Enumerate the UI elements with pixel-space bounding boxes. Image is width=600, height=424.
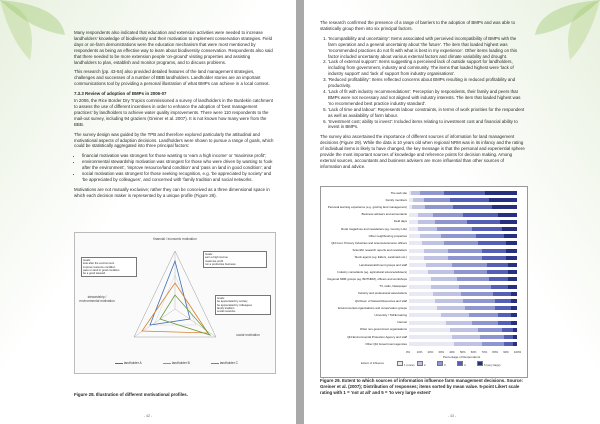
information-sources-chart: [320, 186, 528, 378]
bar-segment: [472, 227, 502, 231]
bar-segment: [453, 205, 492, 209]
category-label: Personal learning experience (e.g. grazing land management): [327, 204, 407, 209]
bar-segment: [435, 299, 463, 303]
bar-segment: [409, 313, 441, 317]
category-label: Other non-government organisations: [359, 327, 407, 332]
bar-segment: [508, 285, 517, 289]
bar-segment: [482, 249, 506, 253]
bar-segment: [478, 328, 502, 332]
bar-segment: [504, 335, 513, 339]
bar-segment: [409, 256, 424, 260]
category-label: Qld Dept. of Natural Resources and staff: [354, 298, 407, 303]
x-axis-label: Percentage of Respondents: [443, 355, 481, 360]
legend-landholder-a: landholder A: [115, 361, 142, 365]
survey-paragraph: The survey design was guided by the TPB and therefore explored particularly the attitudinal and motivational aspects of adoption decisions. Landholders were shown to pursue a range of goals, which could be statistically aggregated into three principal factors:: [74, 131, 274, 149]
x-tick-label: 0%: [406, 350, 411, 355]
bar-segment: [409, 263, 426, 267]
bar-segment: [452, 263, 487, 267]
legend-item: 3: [437, 361, 446, 367]
legend-item: 1 (none): [397, 361, 414, 367]
bar-segment: [508, 277, 517, 281]
bar-segment: [409, 220, 418, 224]
bar-segment: [502, 227, 517, 231]
bar-segment: [489, 198, 517, 202]
barrier-paragraph: The research confirmed the presence of a range of barriers to the adoption of BMPs and was able to statistically group them into six principal factors.: [320, 20, 516, 31]
bar-segment: [420, 191, 444, 195]
x-tick-label: 100%: [514, 350, 522, 355]
bar-segment: [511, 299, 517, 303]
bar-segment: [448, 256, 483, 260]
bar-segment: [472, 321, 498, 325]
bar-segment: [409, 270, 428, 274]
section-paragraph: In 2006, the Rice Border Dry Tropics commissioned a survey of landholders in the Burdekin catchment to assess the use of different incentives in order to enhance the adoption of 'best management practices' by landholders to achieve water quality improvements. There were 110 respondents to the mail-out survey, including 94 graziers (Greiner et al. 2007). It is not known how many were from the BBB.: [74, 98, 273, 127]
goals-box-stewardship: Goals: look after the environment improve resource condition pass on land in good condition be a good steward: [81, 257, 137, 277]
left-text-column: [74, 30, 274, 203]
right-text-column: [320, 20, 526, 174]
category-label: Rural magazines and newsletters (eg. Country Life): [341, 226, 407, 231]
leaf-decoration-icon: [530, 0, 600, 70]
x-tick-label: 50%: [460, 350, 466, 355]
bar-segment: [502, 328, 513, 332]
bar-segment: [482, 342, 504, 346]
bar-segment: [511, 292, 517, 296]
bar-segment: [409, 299, 435, 303]
axis-financial: financial / economic motivation: [153, 237, 197, 241]
bar-segment: [441, 313, 469, 317]
bar-segment: [425, 205, 453, 209]
goals-box-social: Goals: be appreciated by society be appreciated by colleagues family tradition social networks: [215, 295, 271, 315]
legend-landholder-c: landholder C: [211, 361, 238, 365]
bar-segment: [511, 313, 517, 317]
bar-segment: [469, 313, 497, 317]
sources-paragraph: The survey also ascertained the importance of different sources of information for land management decisions (Figure 29). While the data is 10 years old when regional NRM was in its infancy and the rating of individual items is likely to have changed, the key message is that the personal and experiential sphere provide the most important sources of knowledge and reference points for decision making. Among external sources, accountants and business advisers are more influential than other sources of information and advice.: [320, 134, 525, 169]
legend-title: Extent of influence: [361, 361, 385, 366]
bar-segment: [506, 249, 517, 253]
bar-segment: [480, 335, 504, 339]
barrier-item: 6. 'Investment cost; ability to invest': Included items relating to investment cost and financial ability to invest in BMPs.: [328, 119, 526, 131]
bar-segment: [508, 263, 517, 267]
leaf-decoration-icon: [0, 0, 70, 70]
bar-segment: [506, 256, 517, 260]
bar-segment: [435, 220, 467, 224]
category-label: Family members: [385, 197, 407, 202]
bar-segment: [513, 342, 517, 346]
bar-segment: [495, 299, 510, 303]
bar-segment: [478, 241, 506, 245]
category-label: Scientific research reports and newsletters: [352, 248, 407, 253]
category-label: Stock agents (eg. Elders, Landmark etc.): [354, 255, 407, 260]
legend-item: 2: [417, 361, 426, 367]
bar-segment: [476, 234, 504, 238]
bar-segment: [409, 328, 450, 332]
bar-segment: [487, 270, 509, 274]
bar-segment: [411, 191, 420, 195]
x-tick-label: 90%: [503, 350, 509, 355]
bar-segment: [424, 249, 448, 253]
left-page: [0, 0, 296, 424]
motivation-paragraph: Motivations are not mutually exclusive; rather they can be conceived as a three dimensional space in which each decision maker is represented by a unique profile (Figure 28).: [74, 186, 270, 198]
barrier-item: 5. 'Lack of time and labour': Represents labour constraints, in terms of work priorities for the respondent as well as availability of farm labour.: [328, 107, 526, 119]
bar-segment: [513, 335, 517, 339]
bar-segment: [465, 306, 495, 310]
goals-box-financial: Goals: earn a high income maximise profit run a productive business: [203, 251, 267, 268]
bar-segment: [418, 213, 433, 217]
bar-segment: [433, 213, 463, 217]
bar-segment: [493, 292, 510, 296]
bar-segment: [454, 270, 486, 274]
legend-item: 5 (very large): [477, 361, 500, 367]
bar-segment: [489, 277, 508, 281]
bar-segment: [409, 227, 418, 231]
bar-segment: [413, 198, 424, 202]
bar-segment: [457, 277, 489, 281]
bar-segment: [508, 270, 517, 274]
bar-segment: [500, 220, 517, 224]
category-label: Environmental organisations and conservation groups: [338, 305, 407, 310]
bar-segment: [482, 256, 506, 260]
bar-segment: [437, 306, 465, 310]
radar-plot: [130, 247, 220, 351]
category-label: Other neighbouring properties: [368, 233, 407, 238]
x-tick-label: 30%: [438, 350, 444, 355]
bar-segment: [409, 213, 418, 217]
bar-segment: [409, 292, 433, 296]
x-tick-label: 80%: [492, 350, 498, 355]
page-number-left: - 42 -: [143, 414, 153, 418]
bar-segment: [431, 285, 459, 289]
bar-segment: [511, 306, 517, 310]
bar-segment: [498, 213, 517, 217]
category-label: Internet: [397, 320, 407, 325]
bar-segment: [409, 249, 424, 253]
section-heading: 7.3.3 Review of adoption of BMPs in 2006-07: [74, 91, 167, 97]
bar-segment: [446, 321, 472, 325]
bar-segment: [459, 285, 491, 289]
bar-segment: [463, 299, 495, 303]
bar-segment: [409, 342, 454, 346]
bar-segment: [495, 306, 510, 310]
bar-segment: [504, 342, 513, 346]
bar-segment: [463, 213, 498, 217]
right-page: [304, 0, 600, 424]
axis-stewardship: stewardship / environmental motivation: [79, 295, 115, 303]
motivation-bullets: [74, 153, 274, 183]
category-label: University / TAFE training: [374, 312, 407, 317]
radar-series-landholder-a: [150, 261, 190, 325]
bar-segment: [444, 191, 485, 195]
category-label: Industry consultants (eg. agricultural science/advisers): [337, 269, 407, 274]
barrier-item: 4. 'Lack of fit with industry recommendations': Perception by respondents, their family and peers that BMPs were not necessary and not aligned with industry interests. The item that loaded highest was 'no recommended best practice industry standard'.: [328, 89, 526, 107]
bar-segment: [418, 227, 437, 231]
bar-segment: [450, 328, 478, 332]
legend-landholder-b: landholder B: [163, 361, 190, 365]
bar-segment: [491, 285, 508, 289]
bar-segment: [409, 306, 437, 310]
bar-segment: [428, 270, 454, 274]
bar-segment: [409, 234, 420, 238]
figure-28-caption: Figure 28. Illustration of different motivational profiles.: [74, 392, 188, 397]
bar-segment: [513, 328, 517, 332]
intro-paragraph: Many respondents also indicated that education and extension activities were needed to increase landholders' knowledge of biodiversity and their motivation to implement conservation strategies. Field days or on-farm demonstrations were the education mechanism that were most mentioned by respondents as being an effective way to learn about biodiversity conservation. Respondents also said that there needed to be more extension people 'on-ground' visiting properties and assisting landholders to plan, establish and monitor programs, and to discuss problems.: [74, 30, 273, 65]
bar-segment: [511, 321, 517, 325]
barrier-item: 3. 'Reduced profitability': Items reflected concerns about BMPs resulting in reduced profitability and productivity.: [328, 77, 526, 89]
bar-segment: [422, 241, 444, 245]
bar-segment: [418, 220, 435, 224]
axis-social: social motivation: [236, 333, 260, 337]
bar-segment: [506, 241, 517, 245]
bar-segment: [487, 263, 509, 267]
bar-segment: [409, 321, 446, 325]
bar-segment: [409, 335, 452, 339]
category-label: The web site: [390, 190, 407, 195]
category-label: Qld Govt. Primary Industries and science/extension officers: [331, 240, 407, 245]
bar-segment: [492, 205, 517, 209]
motivation-radar-figure: [74, 232, 276, 374]
category-label: Field days: [393, 219, 407, 224]
bar-segment: [409, 277, 431, 281]
page-number-right: - 43 -: [447, 414, 457, 418]
bullet-financial: • financial motivation was strongest for those wanting to 'earn a high income' or 'maximise profit';: [82, 153, 274, 159]
bullet-environmental: • environmental stewardship motivation was strongest for those who were driven by wanting to 'look after the environment', 'improve resource/land condition' and 'pass on land in good condition'; and: [82, 159, 274, 171]
bar-segment: [412, 205, 425, 209]
barrier-list: [320, 36, 526, 131]
x-tick-label: 70%: [481, 350, 488, 355]
bar-segment: [409, 241, 422, 245]
bar-segment: [444, 241, 479, 245]
category-label: Other Qld Government agencies: [365, 341, 407, 346]
bar-segment: [448, 249, 483, 253]
bar-segment: [437, 227, 472, 231]
bar-segment: [431, 277, 457, 281]
x-tick-label: 60%: [470, 350, 477, 355]
bar-segment: [498, 321, 511, 325]
barrier-item: 2. 'Lack of external support': Items suggesting a perceived lack of outside support for landholders, including from government, industry and community. The items that loaded highest were 'lack of industry support' and 'lack of support from industry organisations'.: [328, 59, 526, 77]
category-label: Regional NRM groups (eg. BDTNRM), officers and workshops: [327, 276, 407, 281]
summary-paragraph: This research (pp. 43-54) also provided detailed features of the land management strategies, challenges and successes of a number of BBB landholders. Landholder stories are an important communications tool by providing a personal illustration of what BMPs can achieve in a local context.: [74, 69, 270, 87]
bar-segment: [504, 234, 517, 238]
legend-item: 4: [457, 361, 466, 367]
category-label: TV, radio, Newspaper: [379, 284, 407, 289]
x-tick-label: 10%: [416, 350, 423, 355]
bar-segment: [454, 342, 482, 346]
bar-segment: [450, 198, 489, 202]
category-label: Industry and professional associations: [357, 291, 407, 296]
category-label: Business advisers and accountants: [361, 212, 407, 217]
bullet-social: • social motivation was strongest for those seeking recognition, e.g. 'be appreciated by society' and 'be appreciated by colleagues', and concerned with 'family tradition and social networks.: [82, 171, 274, 183]
bar-segment: [452, 335, 480, 339]
bar-segment: [441, 234, 476, 238]
bar-segment: [467, 220, 499, 224]
bar-segment: [424, 198, 450, 202]
bar-segment: [426, 263, 452, 267]
bar-segment: [424, 256, 448, 260]
bar-segment: [498, 313, 511, 317]
bar-segment: [433, 292, 461, 296]
bar-segment: [420, 234, 442, 238]
x-tick-label: 40%: [449, 350, 455, 355]
x-tick-label: 20%: [427, 350, 434, 355]
bar-segment: [461, 292, 493, 296]
bar-segment: [485, 191, 517, 195]
barrier-item: 1. 'Incompatibility and uncertainty': Items associated with perceived incompatibility of BMPs with the farm operation and a general uncertainty about 'the future'. The item that loaded highest was 'recommended practices do not fit with what is best in my experience'. Other items loading on this factor included uncertainty about various external factors and climate variability and drought.: [328, 36, 526, 60]
figure-29-caption: Figure 29. Extent to which sources of information influence farm management decisions. Source: Greiner et al. (2007); Distribution of responses; items sorted by mean value. 5-point Likert scale rating with 1 = 'not at all' and 5 = 'to very large extent': [320, 378, 523, 395]
category-label: Landcare/catchment groups and staff: [359, 262, 407, 267]
bar-segment: [409, 285, 431, 289]
category-label: Qld Environmental Protection Agency and staff: [347, 334, 407, 339]
